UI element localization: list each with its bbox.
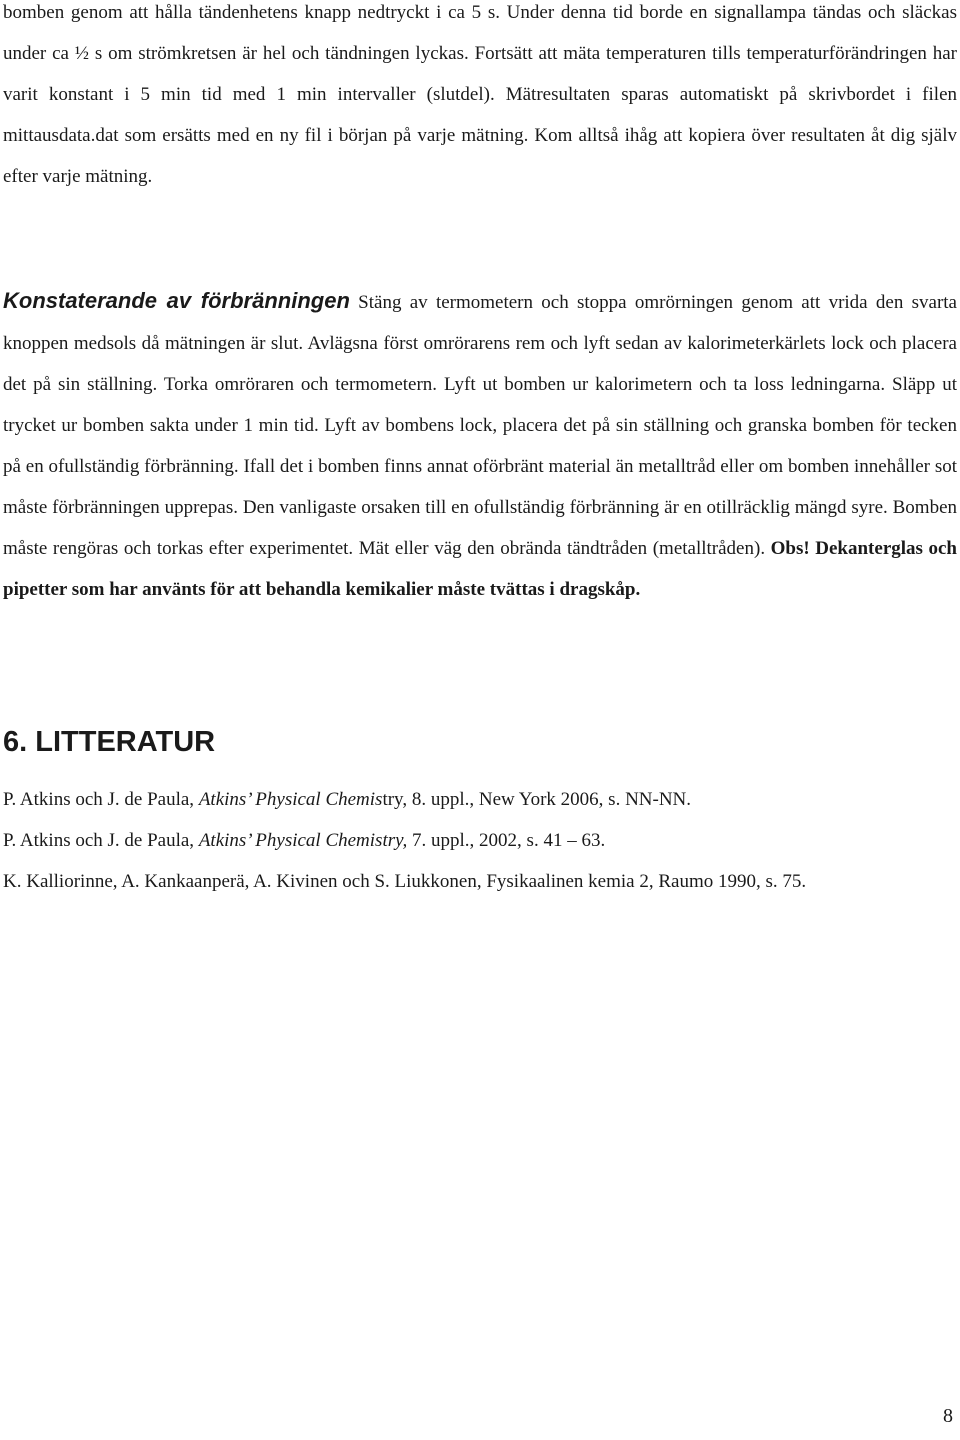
reference-authors: P. Atkins och J. de Paula, <box>3 830 199 851</box>
combustion-body: Stäng av termometern och stoppa omrörningen genom att vrida den svarta knoppen medsols då mätningen är slut. Avlägsna först omrörarens rem och lyft sedan av kalorimeterkärlets lock och placera det på sin ställning. Torka omröraren och termometern. Lyft ut bomben ur kalorimetern och ta loss ledningarna. Släpp ut trycket ur bomben sakta under 1 min tid. Lyft av bombens lock, placera det på sin ställning och granska bomben för tecken på en ofullständig förbränning. Ifall det i bomben finns annat oförbränt material än metalltråd eller om bomben innehåller sot måste förbränningen upprepas. Den vanligaste orsaken till en ofullständig förbränning är en otillräcklig mängd syre. Bomben måste rengöras och torkas efter experimentet. Mät eller väg den obrända tändtråden (metalltråden). <box>3 292 957 559</box>
page-number: 8 <box>943 1405 953 1427</box>
reference-item <box>3 861 957 902</box>
reference-details: try, 8. uppl., New York 2006, s. NN-NN. <box>382 789 692 810</box>
safety-warning: Obs! Dekanterglas och pipetter som har använts för att behandla kemikalier måste tvättas i dragskåp. <box>3 538 957 600</box>
reference-title: Atkins’ Physical Chemis <box>198 789 383 810</box>
reference-list <box>3 779 957 902</box>
combustion-paragraph <box>3 280 957 610</box>
reference-authors: P. Atkins och J. de Paula, <box>3 789 199 810</box>
reference-details: 7. uppl., 2002, s. 41 – 63. <box>407 830 606 851</box>
intro-paragraph: bomben genom att hålla tändenhetens knapp nedtryckt i ca 5 s. Under denna tid borde en signallampa tändas och släckas under ca ½ s om strömkretsen är hel och tändningen lyckas. Fortsätt att mäta temperaturen tills temperaturförändringen har varit konstant i 5 min tid med 1 min intervaller (slutdel). Mätresultaten sparas automatiskt på skrivbordet i filen mittausdata.dat som ersätts med en ny fil i början på varje mätning. Kom alltså ihåg att kopiera över resultaten åt dig själv efter varje mätning. <box>3 2 957 187</box>
literature-heading: 6. LITTERATUR <box>3 726 216 758</box>
reference-authors: K. Kalliorinne, A. Kankaanperä, A. Kivinen och S. Liukkonen, Fysikaalinen kemia 2, Raumo 1990, s. 75. <box>3 871 807 892</box>
reference-item <box>3 779 957 820</box>
combustion-heading: Konstaterande av förbränningen <box>3 288 350 313</box>
reference-title: Atkins’ Physical Chemistry, <box>198 830 408 851</box>
reference-item <box>3 820 957 861</box>
